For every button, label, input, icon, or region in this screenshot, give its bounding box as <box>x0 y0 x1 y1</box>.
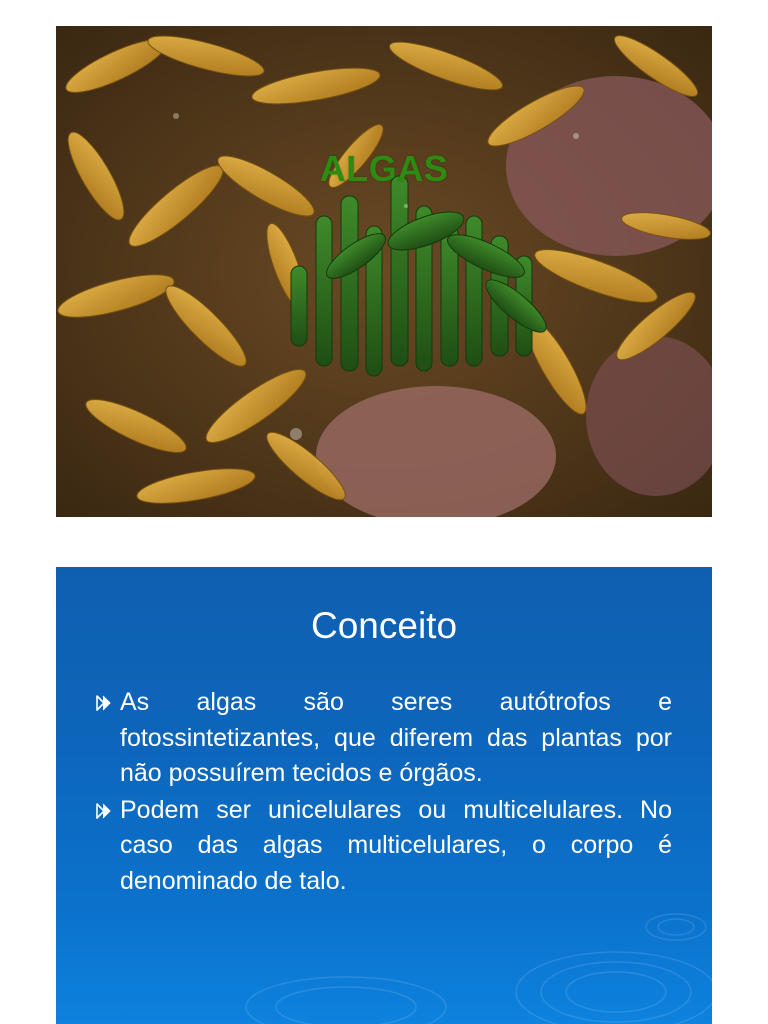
arrow-bullet-icon <box>94 693 114 713</box>
slide-title-conceito: Conceito <box>310 605 458 646</box>
slide-conceito <box>56 567 712 1024</box>
seaweed-photo <box>56 26 712 517</box>
bullet-item <box>94 685 672 792</box>
bullet-list <box>94 685 672 900</box>
bullet-text: Podem ser unicelulares ou multicelulares. No caso das algas multicelulares, o corpo é denominado de talo. <box>120 795 672 895</box>
arrow-bullet-icon <box>94 801 114 821</box>
bullet-item <box>94 793 672 900</box>
slide-photo <box>56 26 712 517</box>
slide-title-algas: ALGAS <box>319 148 449 189</box>
bullet-text: As algas são seres autótrofos e fotossintetizantes, que diferem das plantas por não possuírem tecidos e órgãos. <box>120 688 672 787</box>
